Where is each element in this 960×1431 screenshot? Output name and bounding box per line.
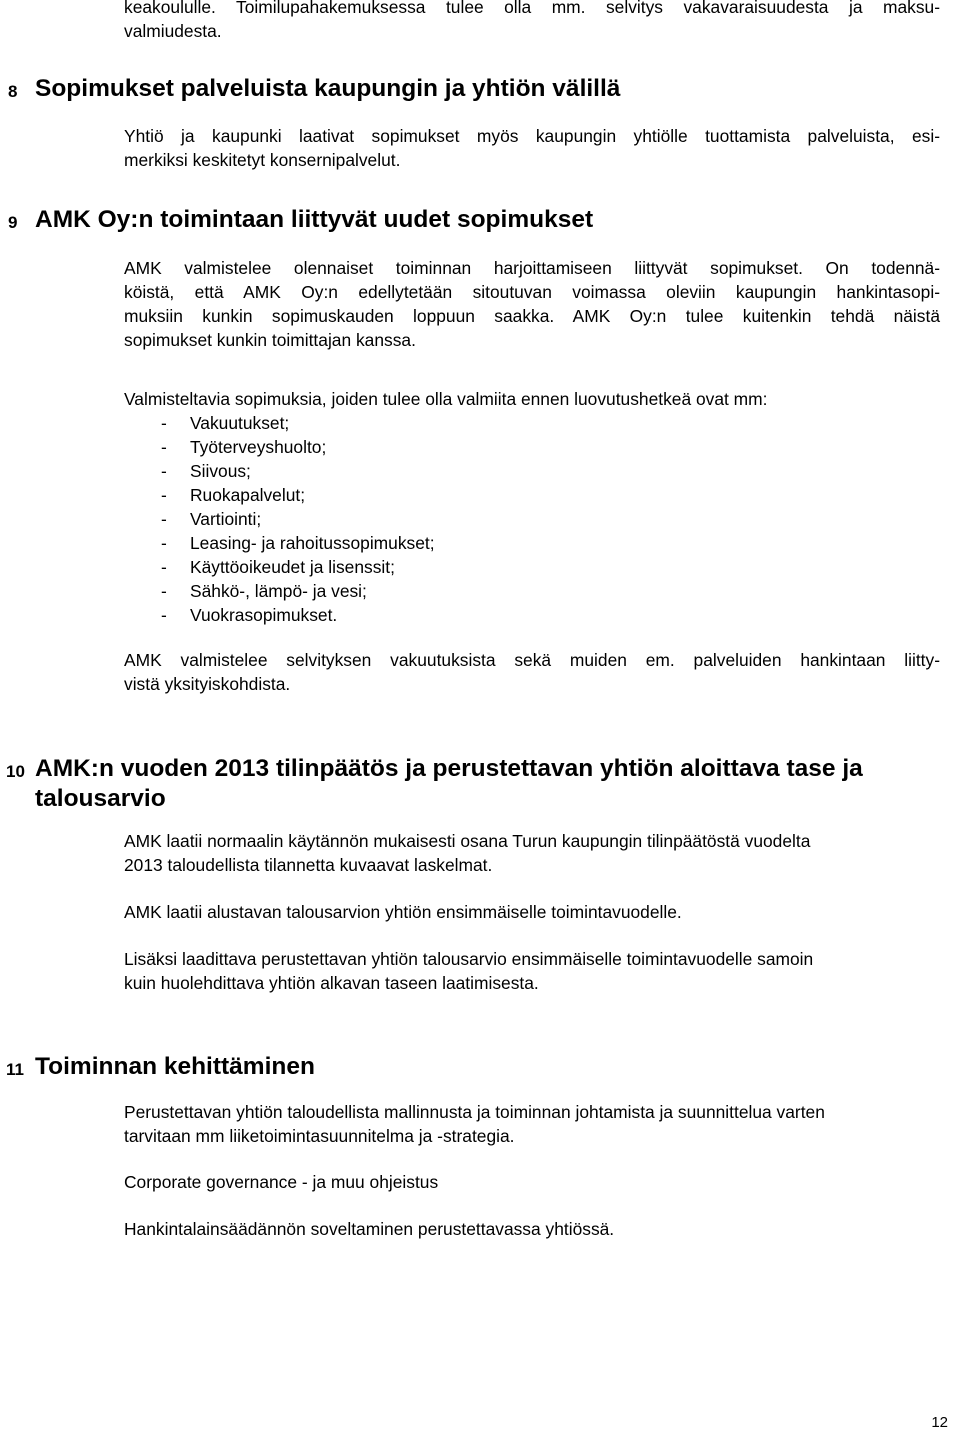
list-dash: - — [161, 509, 167, 529]
section-heading-11: Toiminnan kehittäminen — [35, 1053, 315, 1080]
text-line: AMK valmistelee selvityksen vakuutuksista sekä muiden em. palveluiden hankintaan liitty- — [124, 650, 940, 670]
list-dash: - — [161, 413, 167, 433]
list-dash: - — [161, 485, 167, 505]
list-item — [124, 411, 824, 435]
list-dash: - — [161, 557, 167, 577]
list-item — [124, 603, 824, 627]
text-line: AMK laatii alustavan talousarvion yhtiön ensimmäiselle toimintavuodelle. — [124, 902, 682, 922]
text-line: kuin huolehdittava yhtiön alkavan taseen laatimisesta. — [124, 973, 539, 993]
list-intro — [124, 387, 940, 411]
list-item-text: Vuokrasopimukset. — [190, 605, 338, 625]
page-number: 12 — [931, 1414, 948, 1431]
paragraph-10-2 — [124, 900, 940, 924]
section-heading-9: AMK Oy:n toimintaan liittyvät uudet sopimukset — [35, 206, 594, 233]
paragraph-10-1 — [124, 829, 940, 877]
text-line: AMK valmistelee olennaiset toiminnan harjoittamiseen liittyvät sopimukset. On todennä- — [124, 258, 940, 278]
list-item — [124, 459, 824, 483]
contracts-list — [124, 411, 824, 627]
list-item-text: Leasing- ja rahoitussopimukset; — [190, 533, 435, 553]
paragraph-9-1 — [124, 256, 940, 352]
text-line: Perustettavan yhtiön taloudellista mallinnusta ja toiminnan johtamista ja suunnittelua varten — [124, 1102, 825, 1122]
text-line: vistä yksityiskohdista. — [124, 674, 291, 694]
paragraph-8-1 — [124, 124, 940, 172]
text-line: köistä, että AMK Oy:n edellytetään sitoutuvan voimassa oleviin kaupungin hankintasopi- — [124, 282, 940, 302]
list-item-text: Käyttöoikeudet ja lisenssit; — [190, 557, 395, 577]
heading-line: talousarvio — [35, 785, 166, 812]
list-item — [124, 531, 824, 555]
list-item-text: Ruokapalvelut; — [190, 485, 306, 505]
list-item — [124, 483, 824, 507]
paragraph-11-2 — [124, 1170, 940, 1194]
text-line: Hankintalainsäädännön soveltaminen perustettavassa yhtiössä. — [124, 1219, 615, 1239]
section-number-8: 8 — [8, 82, 18, 101]
list-dash: - — [161, 605, 167, 625]
text-line: Yhtiö ja kaupunki laativat sopimukset myös kaupungin yhtiölle tuottamista palveluista, esi- — [124, 126, 940, 146]
list-item — [124, 555, 824, 579]
text-line: AMK laatii normaalin käytännön mukaisesti osana Turun kaupungin tilinpäätöstä vuodelta — [124, 831, 811, 851]
list-item — [124, 435, 824, 459]
list-dash: - — [161, 533, 167, 553]
text-line: muksiin kunkin sopimuskauden loppuun saakka. AMK Oy:n tulee kuitenkin tehdä näistä — [124, 306, 940, 326]
section-number-11: 11 — [6, 1060, 24, 1079]
text-line: keakoululle. Toimilupahakemuksessa tulee olla mm. selvitys vakavaraisuudesta ja maksu- — [124, 0, 940, 17]
list-item-text: Vakuutukset; — [190, 413, 290, 433]
list-item-text: Työterveyshuolto; — [190, 437, 327, 457]
paragraph-10-3 — [124, 947, 940, 995]
text-line: Valmisteltavia sopimuksia, joiden tulee olla valmiita ennen luovutushetkeä ovat mm: — [124, 389, 768, 409]
text-line: 2013 taloudellista tilannetta kuvaavat laskelmat. — [124, 855, 493, 875]
text-line: sopimukset kunkin toimittajan kanssa. — [124, 330, 416, 350]
list-item-text: Vartiointi; — [190, 509, 262, 529]
paragraph-11-3 — [124, 1217, 940, 1241]
section-number-10: 10 — [6, 762, 25, 781]
text-line: tarvitaan mm liiketoimintasuunnitelma ja -strategia. — [124, 1126, 515, 1146]
heading-line: AMK:n vuoden 2013 tilinpäätös ja perustettavan yhtiön aloittava tase ja — [35, 755, 863, 782]
section-heading-8: Sopimukset palveluista kaupungin ja yhtiön välillä — [35, 75, 621, 102]
list-item-text: Siivous; — [190, 461, 251, 481]
text-line: Corporate governance - ja muu ohjeistus — [124, 1172, 439, 1192]
list-dash: - — [161, 581, 167, 601]
paragraph-11-1 — [124, 1100, 940, 1148]
text-line: valmiudesta. — [124, 21, 222, 41]
paragraph-9-2 — [124, 648, 940, 696]
text-line: merkiksi keskitetyt konsernipalvelut. — [124, 150, 401, 170]
section-number-9: 9 — [8, 213, 18, 232]
list-item-text: Sähkö-, lämpö- ja vesi; — [190, 581, 367, 601]
list-item — [124, 579, 824, 603]
list-dash: - — [161, 461, 167, 481]
list-item — [124, 507, 824, 531]
list-dash: - — [161, 437, 167, 457]
section-heading-10 — [35, 754, 863, 814]
text-line: Lisäksi laadittava perustettavan yhtiön talousarvio ensimmäiselle toimintavuodelle samoin — [124, 949, 814, 969]
paragraph-top-fragment — [124, 0, 940, 43]
